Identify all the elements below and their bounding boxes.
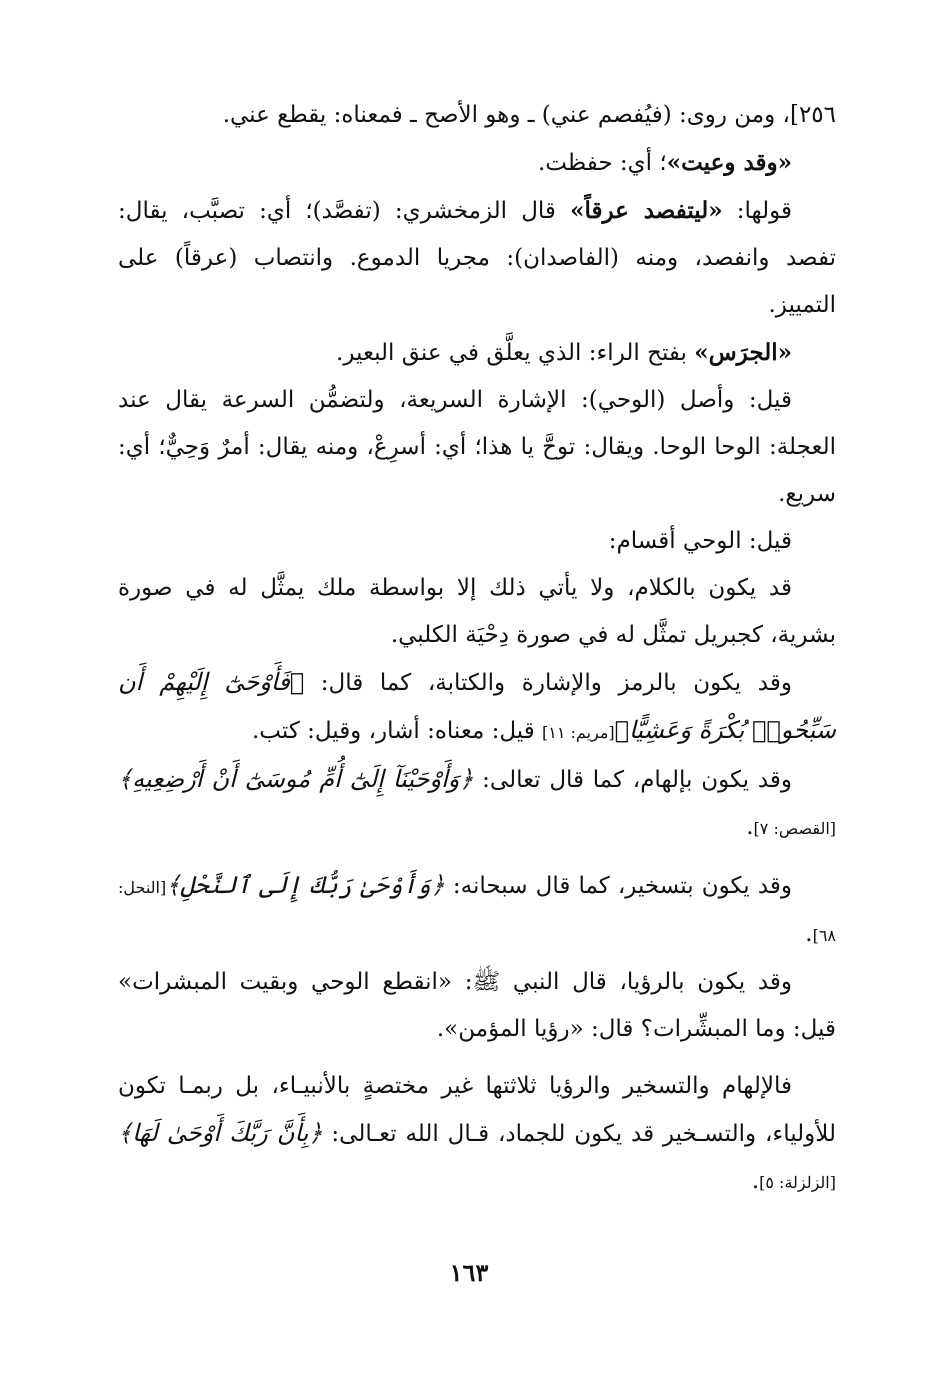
text-run: ؛ أي: حفظت. xyxy=(538,150,667,176)
text-run: قولها: xyxy=(722,198,793,224)
paragraph xyxy=(118,659,836,756)
paragraph xyxy=(118,756,836,852)
paragraph xyxy=(118,959,836,1053)
quran-verse: ﴿فَأَوْحَىٰٓ إِلَيْهِمْ أَن سَبِّحُوا۟ بُكْرَةً وَعَشِيًّا﴾ xyxy=(118,668,836,744)
text-run: وقد يكون بالرمز والإشارة والكتابة، كما قال: xyxy=(304,670,792,696)
paragraph xyxy=(118,329,836,377)
quran-verse: ﴿وَأَوْحَىٰ رَبُّكَ إِلَى ٱلنَّحْلِ﴾ xyxy=(166,871,445,899)
paragraph xyxy=(118,518,836,565)
text-run: قيل: الوحي أقسام: xyxy=(608,528,792,554)
paragraph xyxy=(118,139,836,187)
paragraph xyxy=(118,565,836,659)
paragraph xyxy=(118,377,836,518)
paragraph xyxy=(118,1063,836,1206)
paragraph xyxy=(118,187,836,329)
text-run: قيل: معناه: أشار، وقيل: كتب. xyxy=(251,718,542,744)
verse-reference: [الزلزلة: ٥] xyxy=(759,1173,836,1192)
page-body-text xyxy=(118,92,836,1206)
text-run: . xyxy=(805,921,813,947)
text-run: قال الزمخشري: (تفصَّد)؛ أي: تصبَّب، يقال: تفصد وانفصد، ومنه (الفاصدان): مجريا الدموع. وانتصاب (عرقاً) على التمييز. xyxy=(118,198,836,318)
text-run: بفتح الراء: الذي يعلَّق في عنق البعير. xyxy=(336,340,695,366)
text-run: وقد يكون بتسخير، كما قال سبحانه: xyxy=(444,873,792,899)
verse-reference: [مريم: ١١] xyxy=(542,723,615,742)
quran-verse: ﴿بِأَنَّ رَبَّكَ أَوْحَىٰ لَهَا﴾ xyxy=(118,1119,323,1147)
text-run: قيل: وأصل (الوحي): الإشارة السريعة، ولتضمُّن السرعة يقال عند العجلة: الوحا الوحا. ويقال: توحَّ يا هذا؛ أي: أسرِعْ، ومنه يقال: أمرٌ وَحِيٌّ؛ أي: سريع. xyxy=(118,387,836,507)
verse-reference: [النحل: ٦٨] xyxy=(118,878,836,945)
bold-term: «وقد وعيت» xyxy=(666,149,792,176)
verse-reference: [القصص: ٧] xyxy=(753,819,836,838)
paragraph xyxy=(118,92,836,139)
page-number: ١٦٣ xyxy=(449,1258,489,1287)
text-run: وقد يكون بإلهام، كما قال تعالى: xyxy=(473,767,792,793)
text-run: . xyxy=(746,814,754,840)
text-run: . xyxy=(751,1168,760,1194)
text-run: وقد يكون بالرؤيا، قال النبي ﷺ: «انقطع الوحي وبقيت المبشرات» قيل: وما المبشِّرات؟ قال: «رؤيا المؤمن». xyxy=(118,969,836,1042)
text-run: ٢٥٦]، ومن روى: (فيُفصم عني) ـ وهو الأصح ـ فمعناه: يقطع عني. xyxy=(222,102,836,128)
bold-term: «الجرَس» xyxy=(694,339,792,366)
paragraph xyxy=(118,862,836,959)
quran-verse: ﴿وَأَوْحَيْنَآ إِلَىٰٓ أُمِّ مُوسَىٰٓ أَنْ أَرْضِعِيهِ﴾ xyxy=(118,765,474,793)
text-run: فالإلهام والتسخير والرؤيا ثلاثتها غير مختصةٍ بالأنبيـاء، بل ربمـا تكون للأولياء، والتسـخير قد يكون للجماد، قـال الله تعـالى: xyxy=(118,1073,836,1147)
bold-term: «ليتفصد عرقاً» xyxy=(570,197,723,224)
text-run: قد يكون بالكلام، ولا يأتي ذلك إلا بواسطة ملك يمثَّل له في صورة بشرية، كجبريل تمثَّل له في صورة دِحْيَة الكلبي. xyxy=(118,575,836,648)
